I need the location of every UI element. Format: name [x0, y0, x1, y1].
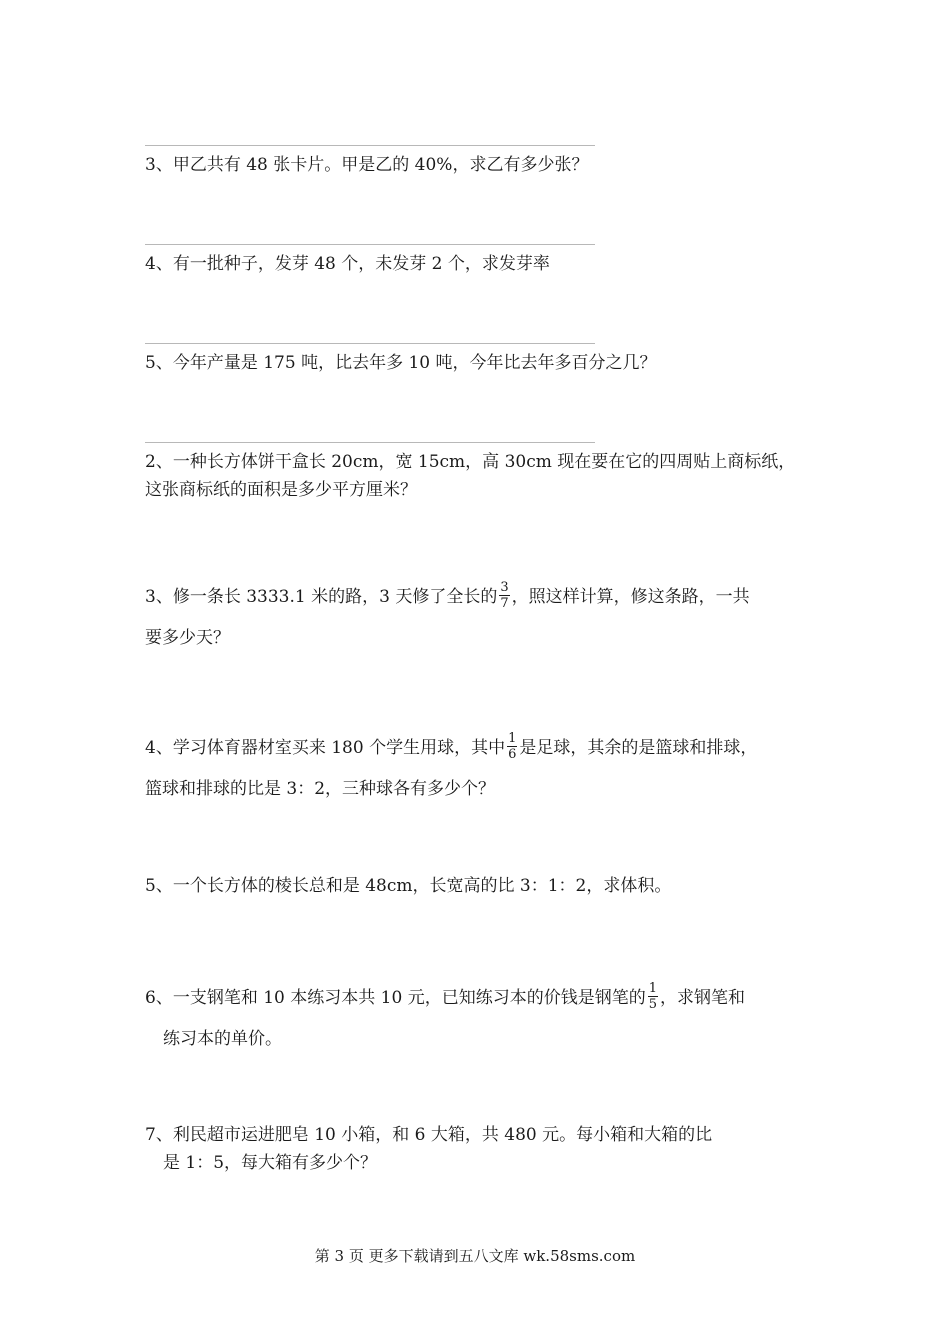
question-5-output: 5、今年产量是 175 吨，比去年多 10 吨，今年比去年多百分之几？: [145, 353, 657, 373]
question-4-balls: 4、学习体育器材室买来 180 个学生用球，其中 $\frac{1}{6}$ 是足球，其余的是篮球和排球， 篮球和排球的比是 3：2，三种球各有多少个？: [145, 731, 758, 799]
divider-line-4: [145, 442, 595, 443]
fraction: $\frac{3}{7}$: [500, 580, 509, 611]
fraction: $\frac{1}{6}$: [508, 731, 517, 762]
question-2-biscuit-box: 2、一种长方体饼干盒长 20cm，宽 15cm，高 30cm 现在要在它的四周贴上商标纸， 这张商标纸的面积是多少平方厘米？: [145, 452, 796, 500]
fraction: $\frac{1}{5}$: [648, 981, 657, 1012]
divider-line-2: [145, 244, 595, 245]
divider-line-1: [145, 145, 595, 146]
question-3-cards: 3、甲乙共有 48 张卡片。甲是乙的 40%，求乙有多少张？: [145, 155, 589, 175]
divider-line-3: [145, 343, 595, 344]
question-5-cuboid: 5、一个长方体的棱长总和是 48cm，长宽高的比 3：1：2，求体积。: [145, 876, 672, 896]
question-7-soap: 7、利民超市运进肥皂 10 小箱，和 6 大箱，共 480 元。每小箱和大箱的比 是 1：5，每大箱有多少个？: [145, 1125, 713, 1173]
page-footer: 第 3 页 更多下载请到五八文库 wk.58sms.com: [314, 1247, 636, 1265]
question-3-road: 3、修一条长 3333.1 米的路，3 天修了全长的 $\frac{3}{7}$ ，照这样计算，修这条路，一共 要多少天？: [145, 580, 750, 648]
question-4-seeds: 4、有一批种子，发芽 48 个，未发芽 2 个，求发芽率: [145, 254, 550, 274]
question-6-pen: 6、一支钢笔和 10 本练习本共 10 元，已知练习本的价钱是钢笔的 $\frac{1}{5}$ ，求钢笔和 练习本的单价。: [145, 981, 745, 1049]
